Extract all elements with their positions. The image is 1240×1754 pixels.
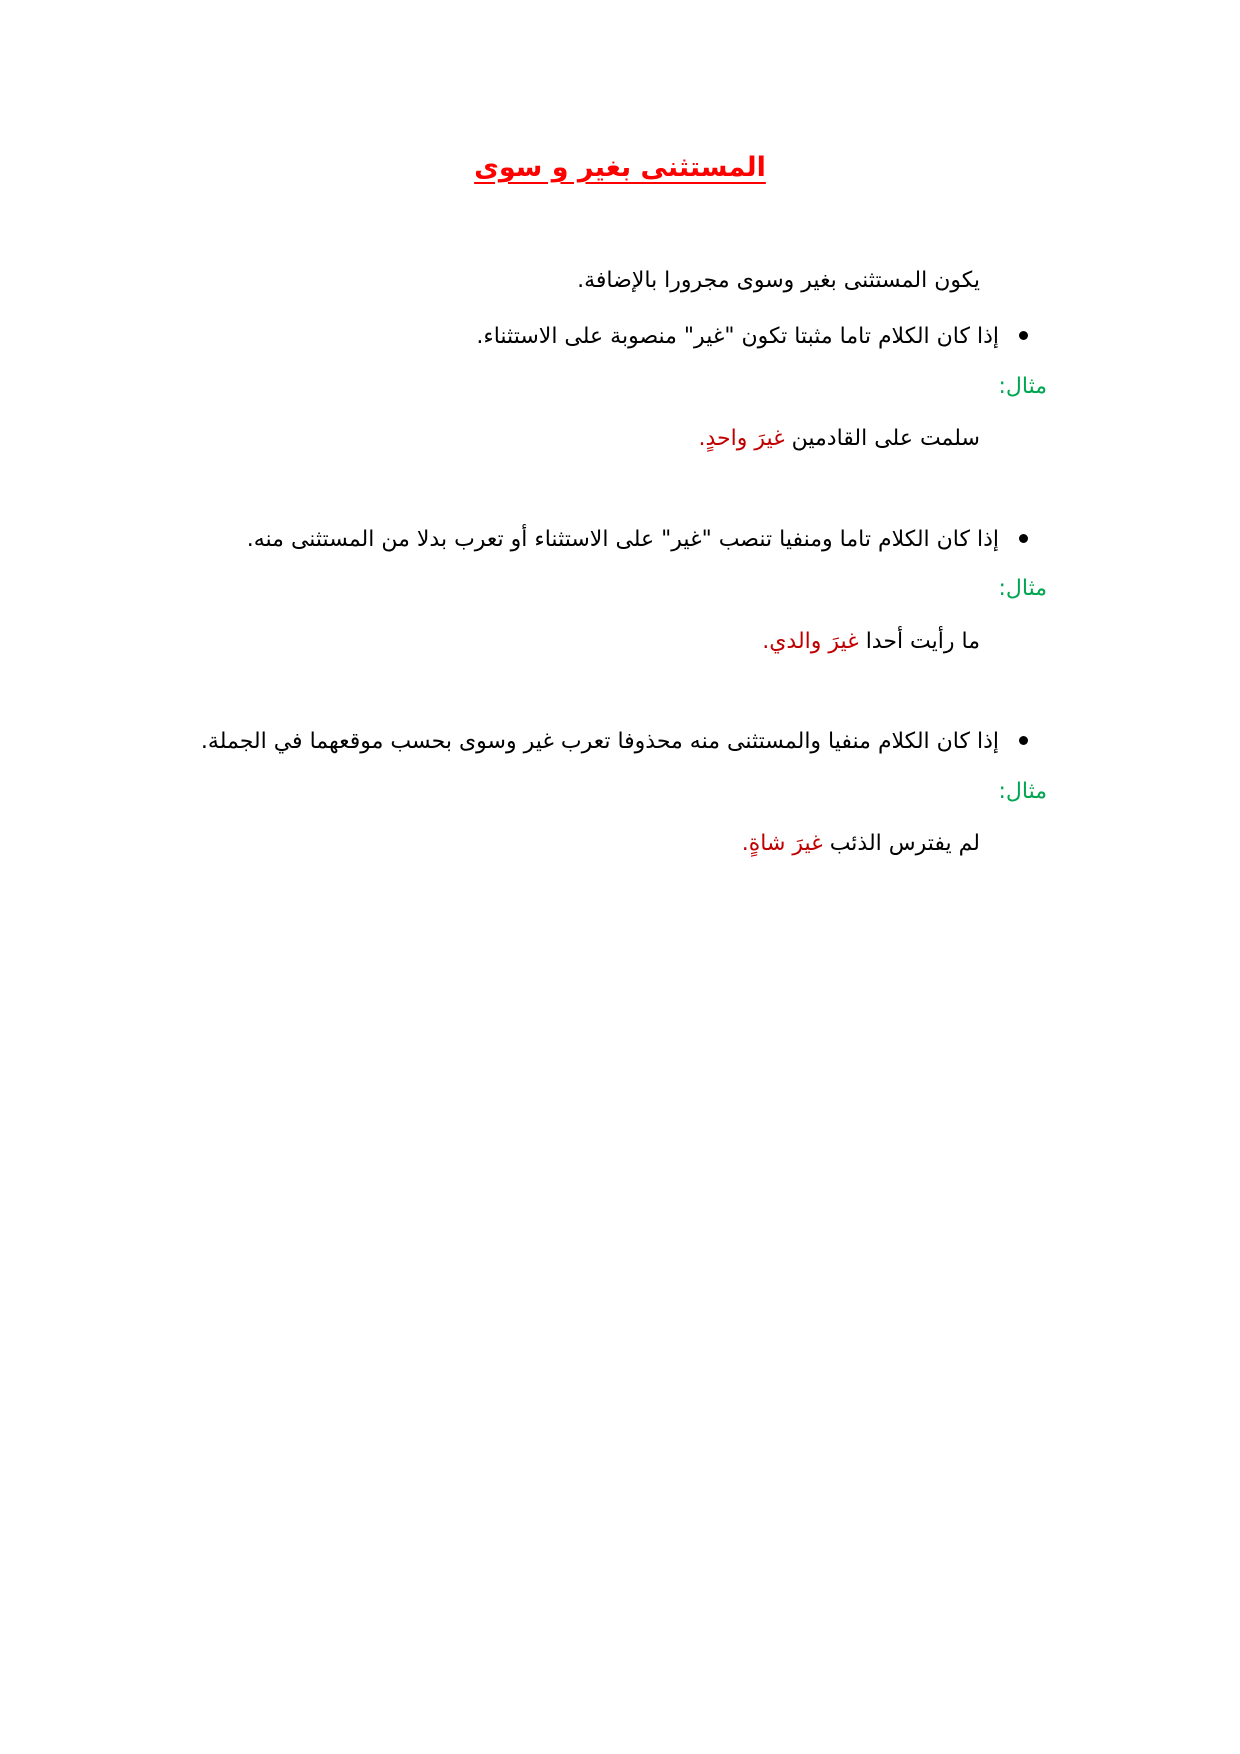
rule-text-2: إذا كان الكلام تاما ومنفيا تنصب "غير" على الاستثناء أو تعرب بدلا من المستثنى منه. — [246, 527, 999, 552]
example-highlight-3: غيرَ شاةٍ. — [741, 831, 823, 856]
bullet-icon — [1019, 534, 1028, 543]
intro-paragraph: يكون المستثنى بغير وسوى مجرورا بالإضافة. — [577, 268, 980, 293]
example-text-1: سلمت على القادمين — [791, 426, 980, 451]
example-text-2: ما رأيت أحدا — [865, 629, 980, 654]
page-title: المستثنى بغير و سوى — [474, 152, 766, 183]
rule-item-2 — [247, 525, 1028, 555]
example-sentence-1 — [698, 424, 980, 454]
rule-text-1: إذا كان الكلام تاما مثبتا تكون "غير" منصوبة على الاستثناء. — [476, 324, 999, 349]
example-sentence-2 — [762, 627, 980, 657]
example-sentence-3 — [742, 829, 980, 859]
rule-item-1 — [476, 322, 1028, 352]
example-text-3: لم يفترس الذئب — [829, 831, 980, 856]
bullet-icon — [1019, 736, 1028, 745]
rule-item-3 — [201, 727, 1028, 757]
example-label-3: مثال: — [998, 779, 1047, 804]
rule-text-3: إذا كان الكلام منفيا والمستثنى منه محذوفا تعرب غير وسوى بحسب موقعهما في الجملة. — [200, 729, 999, 754]
bullet-icon — [1019, 331, 1028, 340]
example-highlight-2: غيرَ والدي. — [762, 629, 859, 654]
example-highlight-1: غيرَ واحدٍ. — [698, 426, 785, 451]
example-label-2: مثال: — [998, 576, 1047, 601]
example-label-1: مثال: — [998, 374, 1047, 399]
